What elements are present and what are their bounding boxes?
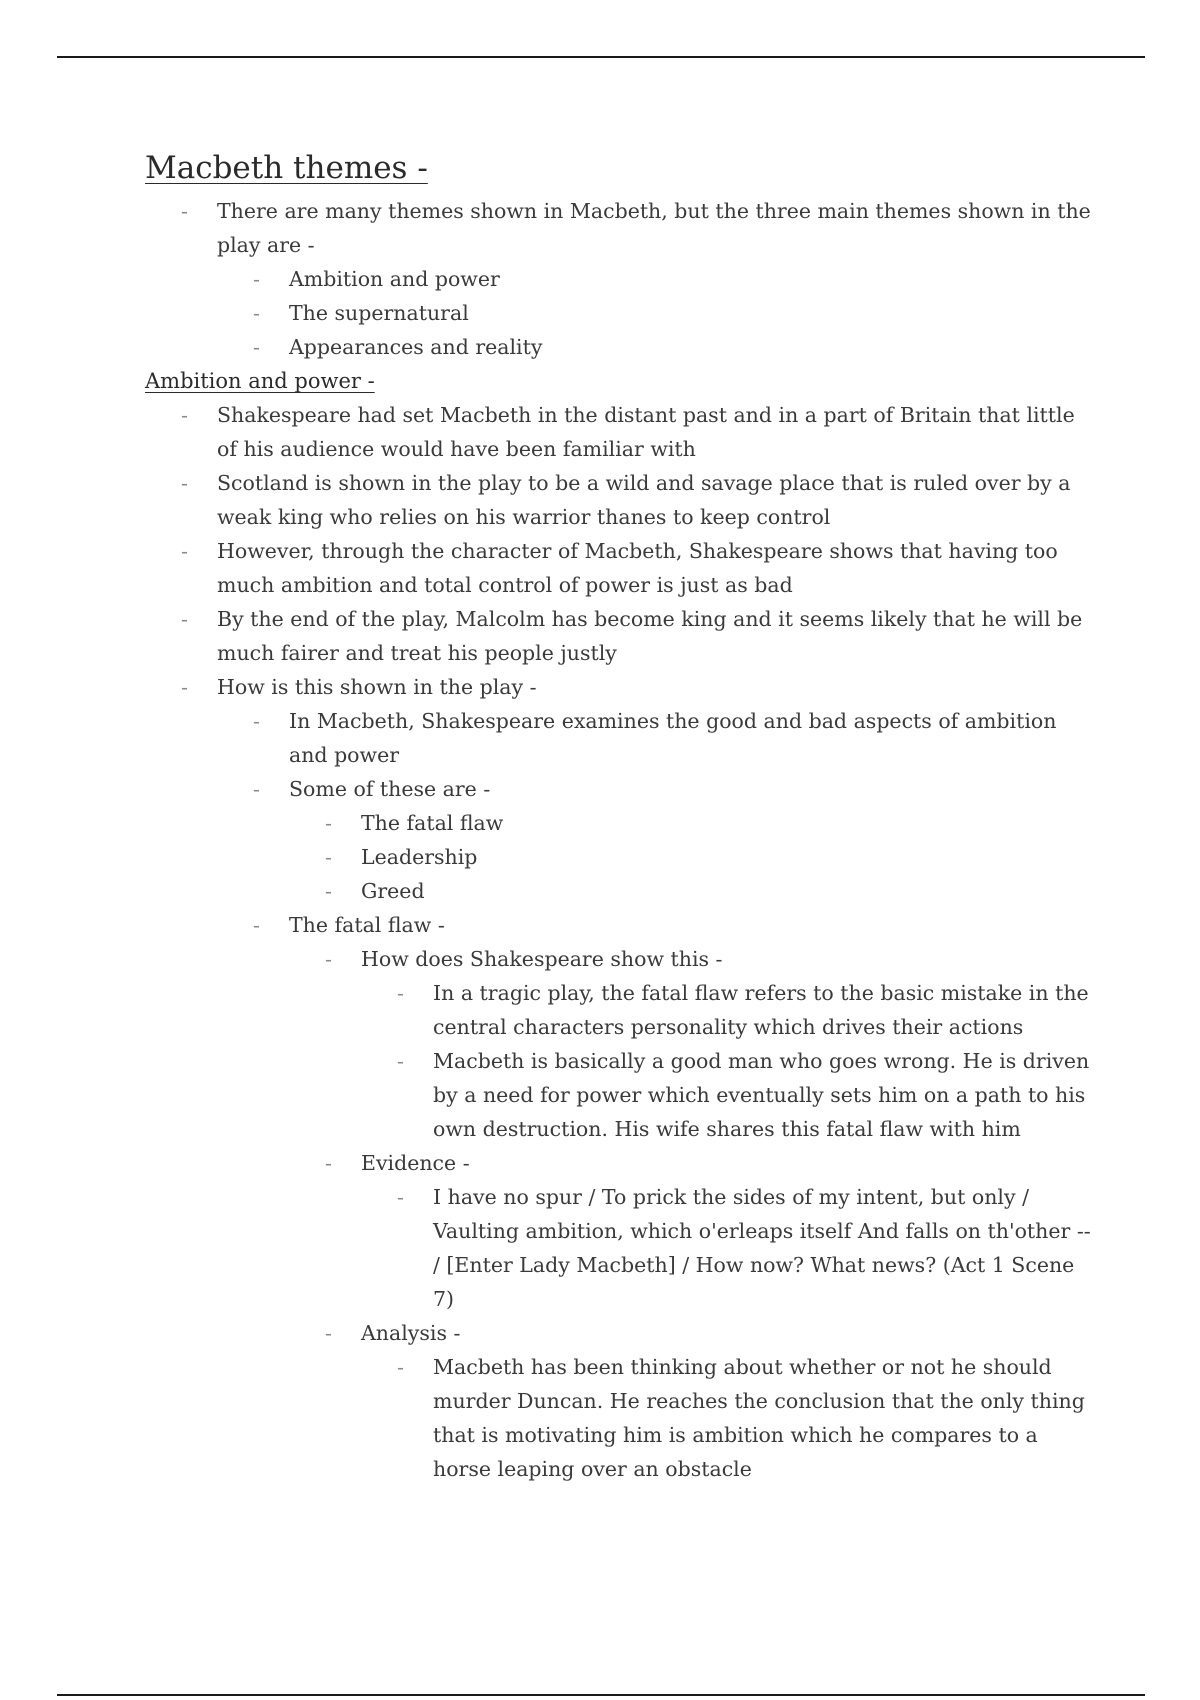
list-item: - Evidence - - I have no spur / To prick the sides of my intent, but only / Vaulting ambition, which o'erleaps itself And falls on th'other -- / [Enter Lady Macbeth] / How now? What news? (Act 1 Scene 7) [361,1146,1095,1316]
list-item: - Analysis - - Macbeth has been thinking about whether or not he should murder Duncan. He reaches the conclusion that the only thing that is motivating him is ambition which he compares to a horse leaping over an obstacle [361,1316,1095,1486]
list-item: - However, through the character of Macbeth, Shakespeare shows that having too much ambition and total control of power is just as bad [217,534,1095,602]
list-item: - The fatal flaw [361,806,1095,840]
list-item: - In Macbeth, Shakespeare examines the good and bad aspects of ambition and power [289,704,1095,772]
evidence-list [361,1180,1095,1316]
list-item: - Macbeth has been thinking about whether or not he should murder Duncan. He reaches the conclusion that the only thing that is motivating him is ambition which he compares to a horse leaping over an obstacle [433,1350,1095,1486]
list-item: - Leadership [361,840,1095,874]
list-item: - In a tragic play, the fatal flaw refers to the basic mistake in the central characters personality which drives their actions [433,976,1095,1044]
list-item: - Greed [361,874,1095,908]
section-list [145,398,1095,1486]
page-title: Macbeth themes - [145,150,428,186]
list-item: - The supernatural [289,296,1095,330]
list-item: - How is this shown in the play - - In Macbeth, Shakespeare examines the good and bad aspects of ambition and power - Some of these are - - The fatal flaw - Leadership - Greed - The fatal flaw - - How does Shakespeare show this - - In a tragic play, the fatal flaw refers to the basic mistake in the central characters personality which drives their actions - Macbeth is basically a good man who goes wrong. He is driven by a need for power which eventually sets him on a path to his own destruction. His wife shares this fatal flaw with him - Evidence - - I have no spur / To prick the sides of my intent, but only / Vaulting ambition, which o'erleaps itself And falls on th'other -- / [Enter Lady Macbeth] / How now? What news? (Act 1 Scene 7) - Analysis - - Macbeth has been thinking about whether or not he should murder Duncan. He reaches the conclusion that the only thing that is motivating him is ambition which he compares to a horse leaping over an obstacle [217,670,1095,1486]
how-list [217,704,1095,1486]
list-item: - How does Shakespeare show this - - In a tragic play, the fatal flaw refers to the basic mistake in the central characters personality which drives their actions - Macbeth is basically a good man who goes wrong. He is driven by a need for power which eventually sets him on a path to his own destruction. His wife shares this fatal flaw with him [361,942,1095,1146]
top-rule [57,56,1145,58]
list-item: - Some of these are - - The fatal flaw - Leadership - Greed [289,772,1095,908]
list-item: - I have no spur / To prick the sides of my intent, but only / Vaulting ambition, which o'erleaps itself And falls on th'other -- / [Enter Lady Macbeth] / How now? What news? (Act 1 Scene 7) [433,1180,1095,1316]
list-item: - There are many themes shown in Macbeth, but the three main themes shown in the play are - - Ambition and power - The supernatural - Appearances and reality [217,194,1095,364]
themes-list [217,262,1095,364]
aspects-list [289,806,1095,908]
list-item: - Shakespeare had set Macbeth in the distant past and in a part of Britain that little of his audience would have been familiar with [217,398,1095,466]
bottom-rule [57,1694,1145,1696]
list-item: - Macbeth is basically a good man who goes wrong. He is driven by a need for power which eventually sets him on a path to his own destruction. His wife shares this fatal flaw with him [433,1044,1095,1146]
document-body [145,148,1095,1486]
analysis-list [361,1350,1095,1486]
list-item: - By the end of the play, Malcolm has become king and it seems likely that he will be much fairer and treat his people justly [217,602,1095,670]
list-item: - The fatal flaw - - How does Shakespeare show this - - In a tragic play, the fatal flaw refers to the basic mistake in the central characters personality which drives their actions - Macbeth is basically a good man who goes wrong. He is driven by a need for power which eventually sets him on a path to his own destruction. His wife shares this fatal flaw with him - Evidence - - I have no spur / To prick the sides of my intent, but only / Vaulting ambition, which o'erleaps itself And falls on th'other -- / [Enter Lady Macbeth] / How now? What news? (Act 1 Scene 7) - Analysis - - Macbeth has been thinking about whether or not he should murder Duncan. He reaches the conclusion that the only thing that is motivating him is ambition which he compares to a horse leaping over an obstacle [289,908,1095,1486]
fatal-flaw-list [289,942,1095,1486]
how-show-list [361,976,1095,1146]
list-item: - Appearances and reality [289,330,1095,364]
intro-list [145,194,1095,364]
list-item: - Ambition and power [289,262,1095,296]
section-heading: Ambition and power - [145,369,375,393]
list-item: - Scotland is shown in the play to be a wild and savage place that is ruled over by a weak king who relies on his warrior thanes to keep control [217,466,1095,534]
